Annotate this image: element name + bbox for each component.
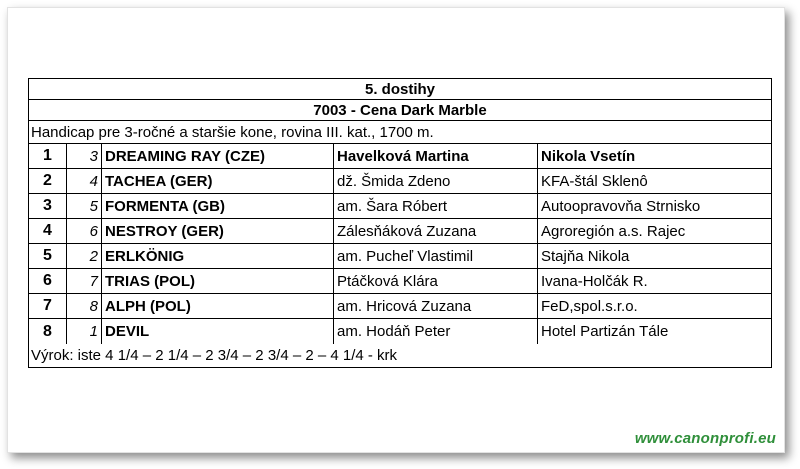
horse-name: TRIAS (POL) [102,269,334,293]
rider-name: am. Pucheľ Vlastimil [334,244,538,268]
owner-name: Autoopravovňa Strnisko [541,197,701,215]
finish-position: 8 [29,319,67,344]
horse-name: FORMENTA (GB) [102,194,334,218]
finish-position: 1 [29,144,67,168]
race-conditions: Handicap pre 3-ročné a staršie kone, rovina III. kat., 1700 m. [29,121,771,144]
rider-name: Zálesňáková Zuzana [334,219,538,243]
start-number: 6 [67,219,102,243]
horse-name: DREAMING RAY (CZE) [102,144,334,168]
table-row [29,144,771,169]
horse-name: TACHEA (GER) [102,169,334,193]
start-number: 8 [67,294,102,318]
owner-name: FeD,spol.s.r.o. [541,297,638,315]
table-row [29,244,771,269]
finish-position: 7 [29,294,67,318]
photo-frame [7,7,785,453]
entries-list [29,144,771,344]
rider-name: am. Hricová Zuzana [334,294,538,318]
table-row [29,194,771,219]
horse-name: ALPH (POL) [102,294,334,318]
owner-name: KFA-štál Sklenô [541,172,648,190]
start-number: 7 [67,269,102,293]
rider-name: Havelková Martina [334,144,538,168]
watermark-text: www.canonprofi.eu [634,430,776,447]
start-number: 2 [67,244,102,268]
table-row [29,319,771,344]
rider-name: am. Hodáň Peter [334,319,538,344]
rider-name: am. Šara Róbert [334,194,538,218]
horse-name: DEVIL [102,319,334,344]
owner-name: Ivana-Holčák R. [541,272,648,290]
table-row [29,169,771,194]
race-results-table [28,78,772,368]
finish-position: 6 [29,269,67,293]
race-result-verdict: Výrok: iste 4 1/4 – 2 1/4 – 2 3/4 – 2 3/4 – 2 – 4 1/4 - krk [31,347,398,364]
finish-position: 3 [29,194,67,218]
start-number: 4 [67,169,102,193]
rider-name: Ptáčková Klára [334,269,538,293]
horse-name: NESTROY (GER) [102,219,334,243]
table-row [29,294,771,319]
rider-name: dž. Šmida Zdeno [334,169,538,193]
owner-name: Stajňa Nikola [541,247,630,265]
owner-name: Hotel Partizán Tále [541,323,669,340]
start-number: 5 [67,194,102,218]
table-row [29,269,771,294]
owner-name: Nikola Vsetín [541,147,636,165]
horse-name: ERLKÖNIG [102,244,334,268]
start-number: 3 [67,144,102,168]
table-row [29,219,771,244]
owner-name: Agroregión a.s. Rajec [541,222,686,240]
start-number: 1 [67,319,102,344]
finish-position: 2 [29,169,67,193]
race-name: 7003 - Cena Dark Marble [29,100,771,121]
finish-position: 4 [29,219,67,243]
finish-position: 5 [29,244,67,268]
race-title: 5. dostihy [29,79,771,100]
